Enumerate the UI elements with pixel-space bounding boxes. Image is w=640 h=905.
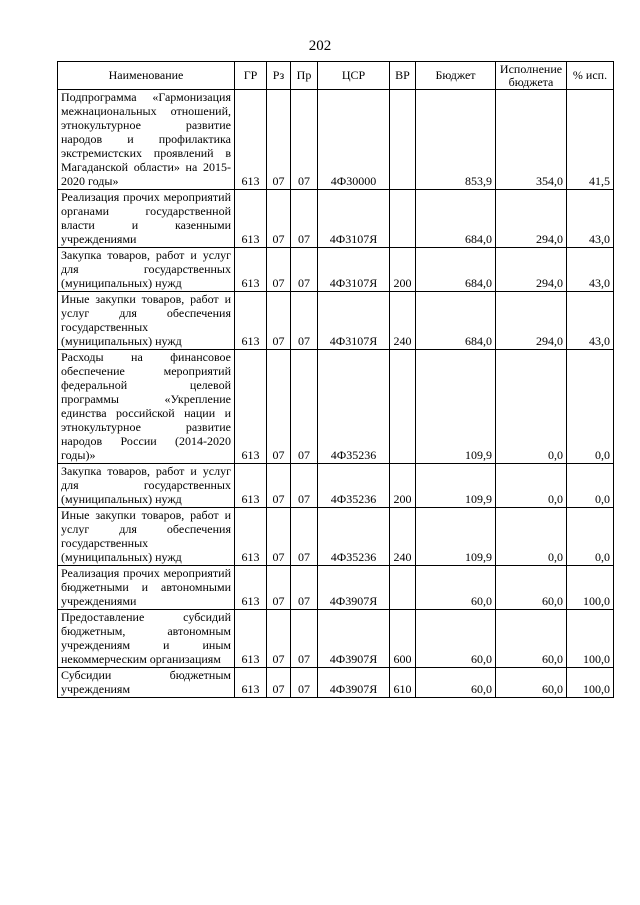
table-row: [58, 668, 614, 698]
cell-gr: 613: [235, 610, 267, 668]
cell-pr: 07: [291, 566, 318, 610]
cell-budget: 60,0: [416, 566, 496, 610]
table-header-row: [58, 62, 614, 90]
cell-name: Закупка товаров, работ и услуг для государственных (муниципальных) нужд: [58, 464, 235, 508]
column-header-rz: Рз: [267, 62, 291, 90]
cell-pr: 07: [291, 248, 318, 292]
cell-name: Реализация прочих мероприятий органами государственной власти и казенными учреждениями: [58, 190, 235, 248]
cell-vr: 200: [390, 464, 416, 508]
cell-execution: 294,0: [496, 248, 567, 292]
cell-budget: 109,9: [416, 464, 496, 508]
cell-percent: 43,0: [567, 190, 614, 248]
page-number: 202: [308, 38, 332, 54]
cell-gr: 613: [235, 90, 267, 190]
cell-vr: 200: [390, 248, 416, 292]
cell-budget: 109,9: [416, 350, 496, 464]
cell-name: Подпрограмма «Гармонизация межнациональных отношений, этнокультурное развитие народов и профилактика экстремистских проявлений в Магаданской области» на 2015-2020 годы»: [58, 90, 235, 190]
cell-csr: 4Ф3107Я: [318, 190, 390, 248]
cell-budget: 853,9: [416, 90, 496, 190]
cell-rz: 07: [267, 190, 291, 248]
cell-vr: 240: [390, 292, 416, 350]
table-row: [58, 508, 614, 566]
cell-execution: 294,0: [496, 292, 567, 350]
cell-execution: 60,0: [496, 668, 567, 698]
cell-rz: 07: [267, 90, 291, 190]
table-row: [58, 350, 614, 464]
cell-vr: 610: [390, 668, 416, 698]
cell-execution: 294,0: [496, 190, 567, 248]
cell-execution: 60,0: [496, 610, 567, 668]
cell-name: Иные закупки товаров, работ и услуг для обеспечения государственных (муниципальных) нужд: [58, 292, 235, 350]
cell-rz: 07: [267, 508, 291, 566]
cell-pr: 07: [291, 668, 318, 698]
cell-vr: 600: [390, 610, 416, 668]
column-header-execution: Исполнение бюджета: [496, 62, 567, 90]
cell-pr: 07: [291, 292, 318, 350]
cell-vr: [390, 566, 416, 610]
cell-name: Субсидии бюджетным учреждениям: [58, 668, 235, 698]
cell-percent: 41,5: [567, 90, 614, 190]
column-header-csr: ЦСР: [318, 62, 390, 90]
cell-gr: 613: [235, 566, 267, 610]
cell-percent: 0,0: [567, 508, 614, 566]
cell-name: Закупка товаров, работ и услуг для государственных (муниципальных) нужд: [58, 248, 235, 292]
cell-percent: 43,0: [567, 292, 614, 350]
cell-percent: 100,0: [567, 610, 614, 668]
table-row: [58, 292, 614, 350]
cell-csr: 4Ф3107Я: [318, 292, 390, 350]
cell-percent: 100,0: [567, 566, 614, 610]
cell-pr: 07: [291, 190, 318, 248]
cell-rz: 07: [267, 464, 291, 508]
cell-budget: 684,0: [416, 248, 496, 292]
cell-pr: 07: [291, 350, 318, 464]
cell-gr: 613: [235, 508, 267, 566]
cell-csr: 4Ф35236: [318, 508, 390, 566]
cell-vr: [390, 90, 416, 190]
cell-gr: 613: [235, 350, 267, 464]
cell-name: Иные закупки товаров, работ и услуг для обеспечения государственных (муниципальных) нужд: [58, 508, 235, 566]
cell-execution: 0,0: [496, 350, 567, 464]
cell-vr: [390, 350, 416, 464]
cell-rz: 07: [267, 610, 291, 668]
column-header-pr: Пр: [291, 62, 318, 90]
cell-name: Реализация прочих мероприятий бюджетными и автономными учреждениями: [58, 566, 235, 610]
table-row: [58, 190, 614, 248]
table-row: [58, 566, 614, 610]
cell-gr: 613: [235, 190, 267, 248]
cell-vr: 240: [390, 508, 416, 566]
column-header-name: Наименование: [58, 62, 235, 90]
budget-table: [57, 61, 614, 698]
cell-vr: [390, 190, 416, 248]
column-header-budget: Бюджет: [416, 62, 496, 90]
column-header-vr: ВР: [390, 62, 416, 90]
cell-gr: 613: [235, 668, 267, 698]
cell-execution: 0,0: [496, 508, 567, 566]
cell-pr: 07: [291, 90, 318, 190]
cell-execution: 60,0: [496, 566, 567, 610]
table-row: [58, 610, 614, 668]
cell-rz: 07: [267, 248, 291, 292]
cell-rz: 07: [267, 668, 291, 698]
cell-gr: 613: [235, 248, 267, 292]
cell-percent: 0,0: [567, 464, 614, 508]
cell-csr: 4Ф3907Я: [318, 668, 390, 698]
table-row: [58, 464, 614, 508]
cell-name: Предоставление субсидий бюджетным, автономным учреждениям и иным некоммерческим организациям: [58, 610, 235, 668]
cell-rz: 07: [267, 566, 291, 610]
cell-csr: 4Ф3907Я: [318, 566, 390, 610]
cell-execution: 354,0: [496, 90, 567, 190]
cell-budget: 109,9: [416, 508, 496, 566]
cell-execution: 0,0: [496, 464, 567, 508]
cell-budget: 60,0: [416, 610, 496, 668]
cell-name: Расходы на финансовое обеспечение мероприятий федеральной целевой программы «Укрепление единства российской нации и этнокультурное развитие народов России (2014-2020 годы)»: [58, 350, 235, 464]
cell-pr: 07: [291, 464, 318, 508]
table-row: [58, 90, 614, 190]
cell-csr: 4Ф35236: [318, 464, 390, 508]
cell-pr: 07: [291, 508, 318, 566]
cell-pr: 07: [291, 610, 318, 668]
cell-percent: 0,0: [567, 350, 614, 464]
cell-csr: 4Ф3907Я: [318, 610, 390, 668]
cell-rz: 07: [267, 292, 291, 350]
cell-budget: 684,0: [416, 292, 496, 350]
cell-csr: 4Ф35236: [318, 350, 390, 464]
table-row: [58, 248, 614, 292]
cell-budget: 60,0: [416, 668, 496, 698]
cell-gr: 613: [235, 292, 267, 350]
column-header-percent: % исп.: [567, 62, 614, 90]
column-header-gr: ГР: [235, 62, 267, 90]
cell-percent: 43,0: [567, 248, 614, 292]
cell-rz: 07: [267, 350, 291, 464]
cell-budget: 684,0: [416, 190, 496, 248]
cell-csr: 4Ф30000: [318, 90, 390, 190]
table-body: [58, 90, 614, 698]
cell-csr: 4Ф3107Я: [318, 248, 390, 292]
cell-gr: 613: [235, 464, 267, 508]
cell-percent: 100,0: [567, 668, 614, 698]
